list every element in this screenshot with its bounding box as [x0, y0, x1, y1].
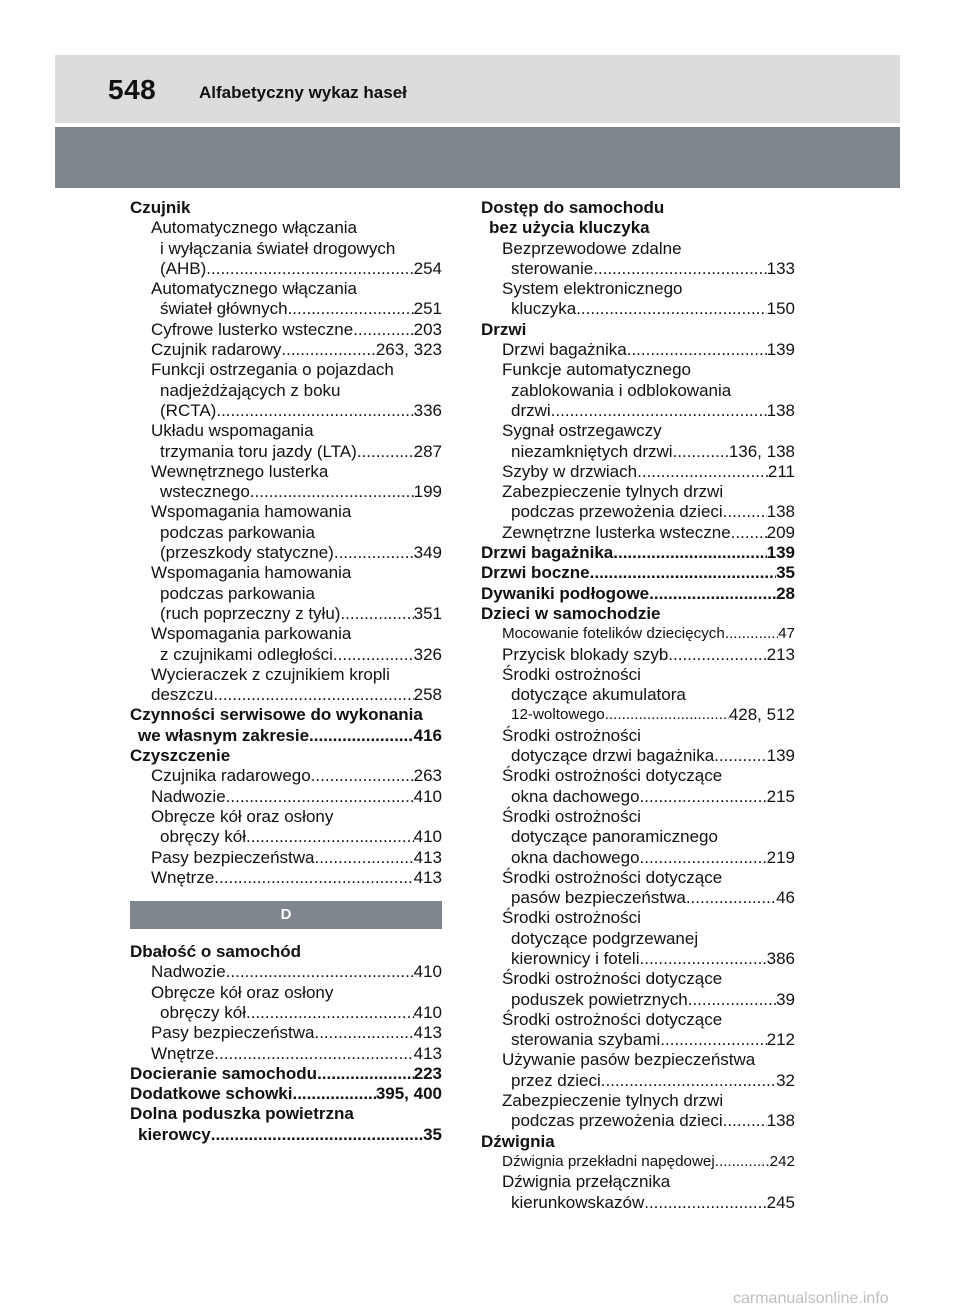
index-line: Środki ostrożności	[502, 725, 641, 745]
index-entry: kierunkowskazów ..... 245	[481, 1193, 795, 1213]
index-entry: deszczu ..... 258	[130, 685, 442, 705]
index-column-right	[481, 198, 795, 1213]
index-entry: pasów bezpieczeństwa ..... 46	[481, 888, 795, 908]
index-entry: Pasy bezpieczeństwa ..... 413	[130, 848, 442, 868]
page-ref: 138	[766, 502, 795, 522]
header-band	[55, 55, 900, 123]
page-ref: 410	[413, 1002, 442, 1022]
index-line: Układu wspomagania	[151, 421, 314, 441]
page-ref: 211	[767, 461, 795, 481]
index-line: Obręcze kół oraz osłony	[151, 806, 334, 826]
page-ref: 349	[413, 543, 442, 563]
page-ref: 35	[423, 1124, 442, 1144]
index-entry: Czujnika radarowego ..... 263	[130, 766, 442, 786]
index-line: Środki ostrożności dotyczące	[502, 766, 723, 786]
page-ref: 386	[766, 948, 795, 968]
index-line: Zabezpieczenie tylnych drzwi	[502, 482, 724, 502]
index-entry: okna dachowego ..... 215	[481, 787, 795, 807]
index-entry: Mocowanie fotelików dziecięcych ..... 47	[481, 624, 795, 644]
page-ref: 203	[413, 319, 442, 339]
page-ref: 410	[413, 962, 442, 982]
page-ref: 136, 138	[728, 441, 795, 461]
watermark: carmanualsonline.info	[733, 1290, 889, 1307]
page-ref: 245	[766, 1192, 795, 1212]
index-line: Dźwignia przełącznika	[502, 1172, 671, 1192]
index-heading: bez użycia kluczyka	[489, 218, 650, 238]
index-line: Środki ostrożności dotyczące	[502, 1009, 723, 1029]
index-line: Środki ostrożności	[502, 908, 641, 928]
page-ref: 213	[766, 644, 795, 664]
index-entry: Pasy bezpieczeństwa ..... 413	[130, 1023, 442, 1043]
page-ref: 410	[413, 827, 442, 847]
index-heading: Drzwi	[481, 319, 527, 339]
page-ref: 428, 512	[728, 705, 795, 725]
index-entry: Drzwi bagażnika ..... 139	[481, 340, 795, 360]
index-heading: Czynności serwisowe do wykonania	[130, 705, 423, 725]
index-entry: poduszek powietrznych ..... 39	[481, 990, 795, 1010]
index-entry: Wnętrze ..... 413	[130, 868, 442, 888]
index-entry: Dźwignia przekładni napędowej ..... 242	[481, 1152, 795, 1172]
index-line: dotyczące akumulatora	[511, 685, 686, 705]
index-line: podczas parkowania	[160, 522, 315, 542]
index-entry: niezamkniętych drzwi ..... 136, 138	[481, 442, 795, 462]
index-entry: (przeszkody statyczne) ..... 349	[130, 543, 442, 563]
page-ref: 410	[413, 786, 442, 806]
index-entry: we własnym zakresie ..... 416	[130, 726, 442, 746]
header-dark-band	[55, 127, 900, 188]
index-entry: Zewnętrzne lusterka wsteczne ..... 209	[481, 523, 795, 543]
index-line: Wspomagania hamowania	[151, 563, 352, 583]
index-entry: świateł głównych ..... 251	[130, 299, 442, 319]
index-line: zablokowania i odblokowania	[511, 380, 732, 400]
page-ref: 223	[413, 1063, 442, 1083]
page-title: Alfabetyczny wykaz haseł	[199, 83, 407, 102]
index-line: Środki ostrożności	[502, 664, 641, 684]
index-line: Funkcje automatycznego	[502, 360, 691, 380]
index-line: dotyczące panoramicznego	[511, 827, 718, 847]
page-ref: 138	[766, 400, 795, 420]
index-line: Automatycznego włączania	[151, 218, 358, 238]
page-ref: 39	[776, 989, 795, 1009]
index-entry: Cyfrowe lusterko wsteczne ..... 203	[130, 320, 442, 340]
index-line: dotyczące podgrzewanej	[511, 928, 699, 948]
index-entry: okna dachowego ..... 219	[481, 848, 795, 868]
index-column-left	[130, 198, 442, 1145]
index-entry: Docieranie samochodu ..... 223	[130, 1064, 442, 1084]
index-line: Obręcze kół oraz osłony	[151, 982, 334, 1002]
page-ref: 35	[776, 563, 795, 583]
index-entry: sterowania szybami ..... 212	[481, 1030, 795, 1050]
page-ref: 219	[766, 847, 795, 867]
index-line: Wspomagania parkowania	[151, 624, 352, 644]
page-number: 548	[108, 74, 157, 105]
page-ref: 251	[413, 299, 442, 319]
index-entry: (AHB) ..... 254	[130, 259, 442, 279]
index-entry: dotyczące drzwi bagażnika ..... 139	[481, 746, 795, 766]
index-heading: Dolna poduszka powietrzna	[130, 1104, 354, 1124]
index-entry: obręczy kół ..... 410	[130, 1003, 442, 1023]
page-ref: 242	[769, 1152, 795, 1170]
index-heading: Czyszczenie	[130, 746, 231, 766]
page-ref: 150	[766, 299, 795, 319]
index-line: Bezprzewodowe zdalne	[502, 238, 682, 258]
index-entry: wstecznego ..... 199	[130, 482, 442, 502]
index-entry: Nadwozie ..... 410	[130, 962, 442, 982]
page-ref: 413	[413, 847, 442, 867]
page-ref: 28	[776, 583, 795, 603]
index-line: nadjeżdżających z boku	[160, 380, 341, 400]
index-line: Wycieraczek z czujnikiem kropli	[151, 664, 390, 684]
page-ref: 263	[413, 766, 442, 786]
index-entry: obręczy kół ..... 410	[130, 827, 442, 847]
index-entry: kierownicy i foteli ..... 386	[481, 949, 795, 969]
page-ref: 413	[413, 867, 442, 887]
page-ref: 326	[413, 644, 442, 664]
page-ref: 46	[776, 888, 795, 908]
page-ref: 351	[413, 603, 442, 623]
page-ref: 139	[766, 340, 795, 360]
index-line: Używanie pasów bezpieczeństwa	[502, 1050, 756, 1070]
page-ref: 258	[413, 685, 442, 705]
index-heading: Dźwignia	[481, 1131, 555, 1151]
page-ref: 287	[413, 441, 442, 461]
index-line: Zabezpieczenie tylnych drzwi	[502, 1091, 724, 1111]
index-entry: podczas przewożenia dzieci ..... 138	[481, 1111, 795, 1131]
section-letter-d: D	[130, 901, 442, 929]
page-ref: 416	[413, 725, 442, 745]
index-line: Środki ostrożności dotyczące	[502, 867, 723, 887]
page-ref: 336	[413, 400, 442, 420]
index-entry: drzwi ..... 138	[481, 401, 795, 421]
index-entry: sterowanie ..... 133	[481, 259, 795, 279]
page-ref: 395, 400	[375, 1084, 442, 1104]
page-ref: 263, 323	[375, 340, 442, 360]
index-entry: Dodatkowe schowki ..... 395, 400	[130, 1084, 442, 1104]
index-entry: Czujnik radarowy ..... 263, 323	[130, 340, 442, 360]
index-line: Wspomagania hamowania	[151, 502, 352, 522]
page-ref: 209	[766, 522, 795, 542]
index-entry: Szyby w drzwiach ..... 211	[481, 462, 795, 482]
index-entry: trzymania toru jazdy (LTA) ..... 287	[130, 442, 442, 462]
page-ref: 139	[766, 746, 795, 766]
index-entry: (RCTA) ..... 336	[130, 401, 442, 421]
index-line: System elektronicznego	[502, 279, 683, 299]
page-ref: 254	[413, 258, 442, 278]
page-ref: 138	[766, 1111, 795, 1131]
page-ref: 139	[766, 543, 795, 563]
index-entry: Wnętrze ..... 413	[130, 1044, 442, 1064]
index-line: Automatycznego włączania	[151, 279, 358, 299]
index-entry: Nadwozie ..... 410	[130, 787, 442, 807]
index-heading: Dbałość o samochód	[130, 942, 301, 962]
page-ref: 47	[778, 625, 795, 643]
index-entry: przez dzieci ..... 32	[481, 1071, 795, 1091]
page-ref: 32	[776, 1070, 795, 1090]
index-entry: Przycisk blokady szyb ..... 213	[481, 645, 795, 665]
index-entry: kluczyka ..... 150	[481, 299, 795, 319]
index-heading: Dostęp do samochodu	[481, 198, 665, 217]
page-ref: 215	[766, 786, 795, 806]
page-ref: 133	[766, 258, 795, 278]
index-line: i wyłączania świateł drogowych	[160, 238, 396, 258]
index-entry: kierowcy ..... 35	[130, 1125, 442, 1145]
index-line: Wewnętrznego lusterka	[151, 461, 329, 481]
index-line: podczas parkowania	[160, 583, 315, 603]
index-entry: z czujnikami odległości ..... 326	[130, 645, 442, 665]
index-entry: Drzwi bagażnika ..... 139	[481, 543, 795, 563]
page-ref: 199	[413, 482, 442, 502]
index-entry: podczas przewożenia dzieci ..... 138	[481, 502, 795, 522]
index-entry: 12-woltowego ..... 428, 512	[481, 705, 795, 725]
page-ref: 413	[413, 1023, 442, 1043]
index-line: Środki ostrożności dotyczące	[502, 969, 723, 989]
index-line: Środki ostrożności	[502, 806, 641, 826]
page-ref: 212	[766, 1030, 795, 1050]
index-entry: (ruch poprzeczny z tyłu) ..... 351	[130, 604, 442, 624]
index-entry: Drzwi boczne ..... 35	[481, 563, 795, 583]
index-heading: Dzieci w samochodzie	[481, 603, 661, 623]
index-line: Sygnał ostrzegawczy	[502, 421, 662, 441]
index-heading: Czujnik	[130, 198, 191, 217]
index-entry: Dywaniki podłogowe ..... 28	[481, 584, 795, 604]
index-line: Funkcji ostrzegania o pojazdach	[151, 360, 394, 380]
page-ref: 413	[413, 1043, 442, 1063]
